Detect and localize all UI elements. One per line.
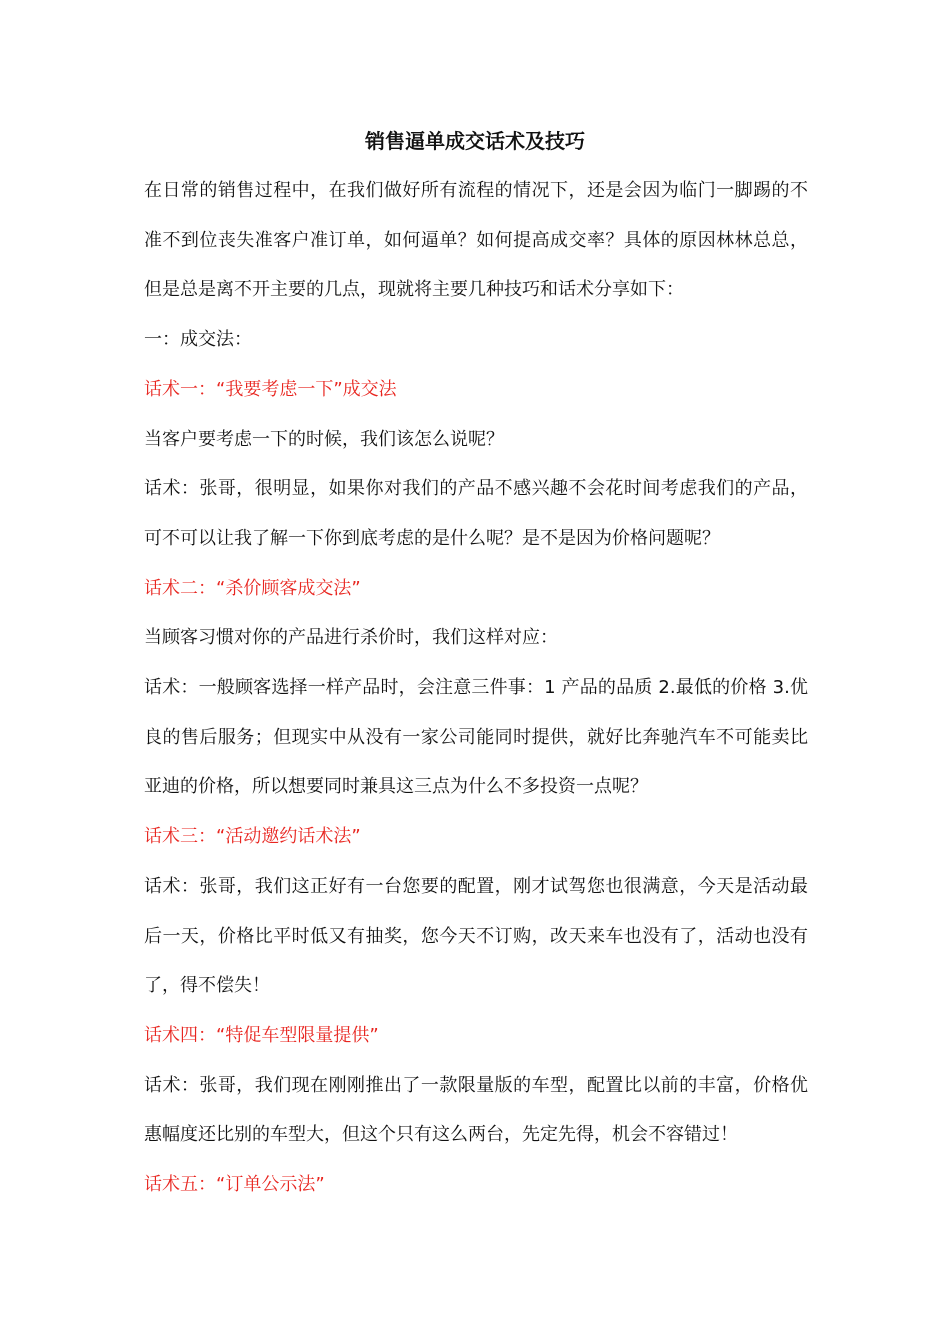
script-heading-3: 话术三：“活动邀约话术法” — [144, 826, 361, 848]
script-answer-2: 话术：一般顾客选择一样产品时，会注意三件事：1 产品的品质 2.最低的价格 3.优良的售后服务；但现实中从没有一家公司能同时提供，就好比奔驰汽车不可能卖比亚迪的价格，所以想要同时兼具这三点为什么不多投资一点呢？ — [144, 677, 808, 798]
script-question-1: 当客户要考虑一下的时候，我们该怎么说呢？ — [144, 428, 504, 450]
script-answer-4: 话术：张哥，我们现在刚刚推出了一款限量版的车型，配置比以前的丰富，价格优惠幅度还比别的车型大，但这个只有这么两台，先定先得，机会不容错过！ — [144, 1074, 808, 1146]
script-heading-4: 话术四：“特促车型限量提供” — [144, 1024, 379, 1046]
section-heading-closing-methods: 一：成交法： — [144, 329, 252, 351]
script-heading-1: 话术一：“我要考虑一下”成交法 — [144, 378, 397, 400]
document-body — [144, 166, 808, 1210]
intro-paragraph: 在日常的销售过程中，在我们做好所有流程的情况下，还是会因为临门一脚踢的不准不到位丧失准客户准订单，如何逼单？如何提高成交率？具体的原因林林总总，但是总是离不开主要的几点，现就将主要几种技巧和话术分享如下： — [144, 180, 808, 301]
script-answer-3: 话术：张哥，我们这正好有一台您要的配置，刚才试驾您也很满意，今天是活动最后一天，价格比平时低又有抽奖，您今天不订购，改天来车也没有了，活动也没有了，得不偿失！ — [144, 875, 808, 997]
script-heading-5: 话术五：“订单公示法” — [144, 1174, 325, 1196]
document-title: 销售逼单成交话术及技巧 — [365, 129, 585, 153]
script-question-2: 当顾客习惯对你的产品进行杀价时，我们这样对应： — [144, 627, 558, 649]
script-heading-2: 话术二：“杀价顾客成交法” — [144, 577, 361, 599]
script-answer-1: 话术：张哥，很明显，如果你对我们的产品不感兴趣不会花时间考虑我们的产品，可不可以让我了解一下你到底考虑的是什么呢？是不是因为价格问题呢？ — [144, 478, 808, 549]
